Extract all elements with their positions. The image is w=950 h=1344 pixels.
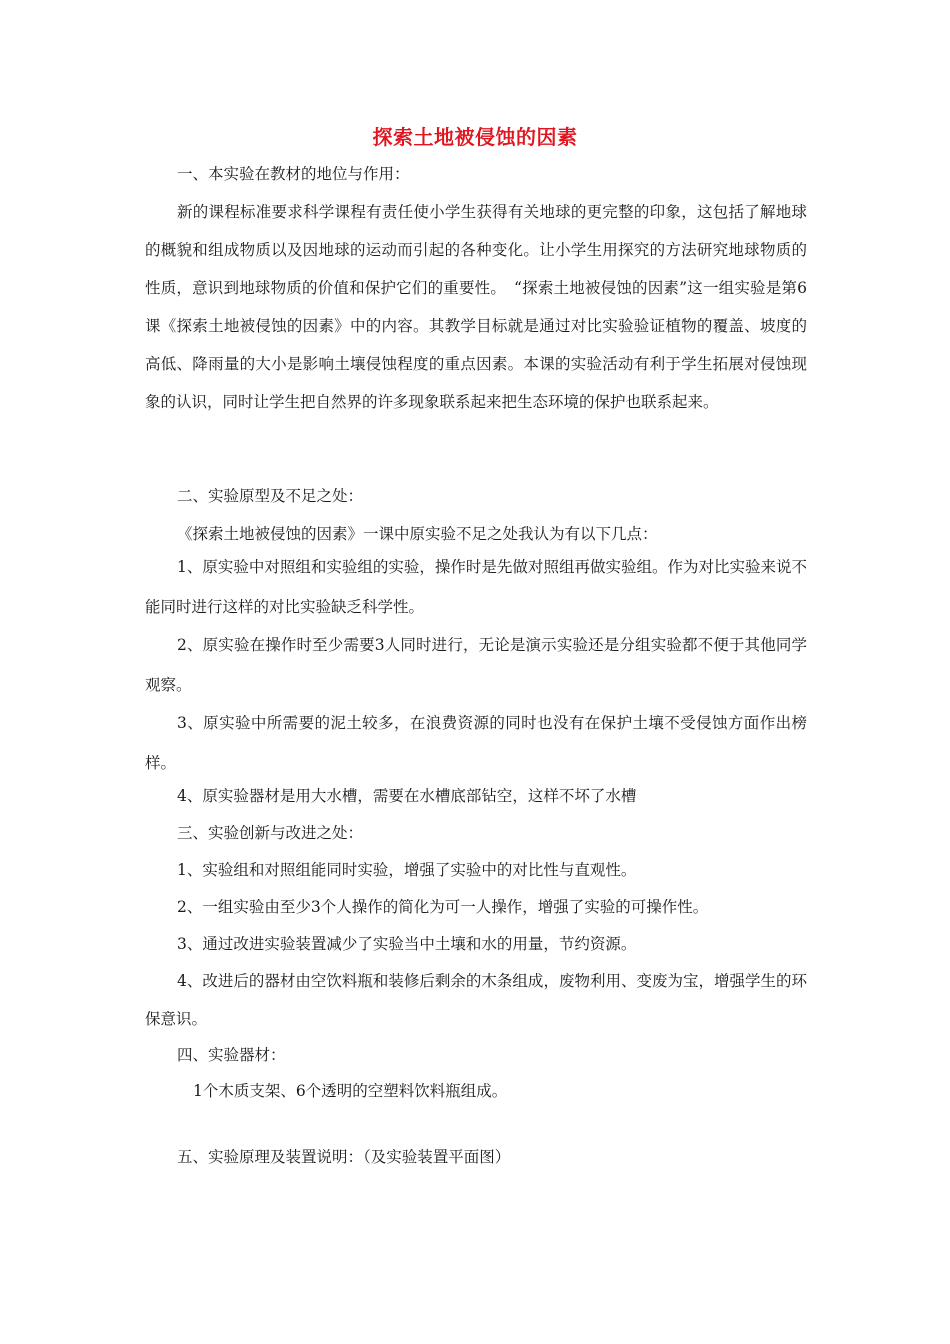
section3-item-2: 2、一组实验由至少3个人操作的简化为可一人操作，增强了实验的可操作性。	[177, 898, 709, 916]
section4-heading: 四、实验器材：	[177, 1046, 286, 1064]
section2-item-2: 2、原实验在操作时至少需要3人同时进行，无论是演示实验还是分组实验都不便于其他同学观察。	[145, 636, 807, 694]
section2-heading: 二、实验原型及不足之处：	[177, 487, 364, 505]
section3-item-1: 1、实验组和对照组能同时实验，增强了实验中的对比性与直观性。	[177, 861, 637, 879]
document-title: 探索土地被侵蚀的因素	[372, 125, 578, 149]
section1-body: 新的课程标准要求科学课程有责任使小学生获得有关地球的更完整的印象，这包括了解地球的概貌和组成物质以及因地球的运动而引起的各种变化。让小学生用探究的方法研究地球物质的性质，意识到地球物质的价值和保护它们的重要性。 “探索土地被侵蚀的因素”这一组实验是第6课《探索土地被侵蚀的因素》中的内容。其教学目标就是通过对比实验验证植物的覆盖、坡度的高低、降雨量的大小是影响土壤侵蚀程度的重点因素。本课的实验活动有利于学生拓展对侵蚀现象的认识，同时让学生把自然界的许多现象联系起来把生态环境的保护也联系起来。	[145, 203, 807, 411]
section2-intro: 《探索土地被侵蚀的因素》一课中原实验不足之处我认为有以下几点：	[177, 525, 658, 543]
section1-heading: 一、本实验在教材的地位与作用：	[177, 165, 410, 183]
section3-item-4: 4、改进后的器材由空饮料瓶和装修后剩余的木条组成，废物利用、变废为宝，增强学生的环保意识。	[145, 972, 807, 1028]
section2-item-1: 1、原实验中对照组和实验组的实验，操作时是先做对照组再做实验组。作为对比实验来说不能同时进行这样的对比实验缺乏科学性。	[145, 558, 807, 616]
section3-item-3: 3、通过改进实验装置减少了实验当中土壤和水的用量，节约资源。	[177, 935, 637, 953]
section5-heading: 五、实验原理及装置说明：（及实验装置平面图）	[177, 1148, 511, 1166]
section2-item-3: 3、原实验中所需要的泥土较多，在浪费资源的同时也没有在保护土壤不受侵蚀方面作出榜样。	[145, 714, 807, 772]
section2-item-4: 4、原实验器材是用大水槽，需要在水槽底部钻空，这样不坏了水槽	[177, 787, 637, 805]
section3-heading: 三、实验创新与改进之处：	[177, 824, 364, 842]
section4-body: 1个木质支架、6个透明的空塑料饮料瓶组成。	[193, 1082, 508, 1100]
